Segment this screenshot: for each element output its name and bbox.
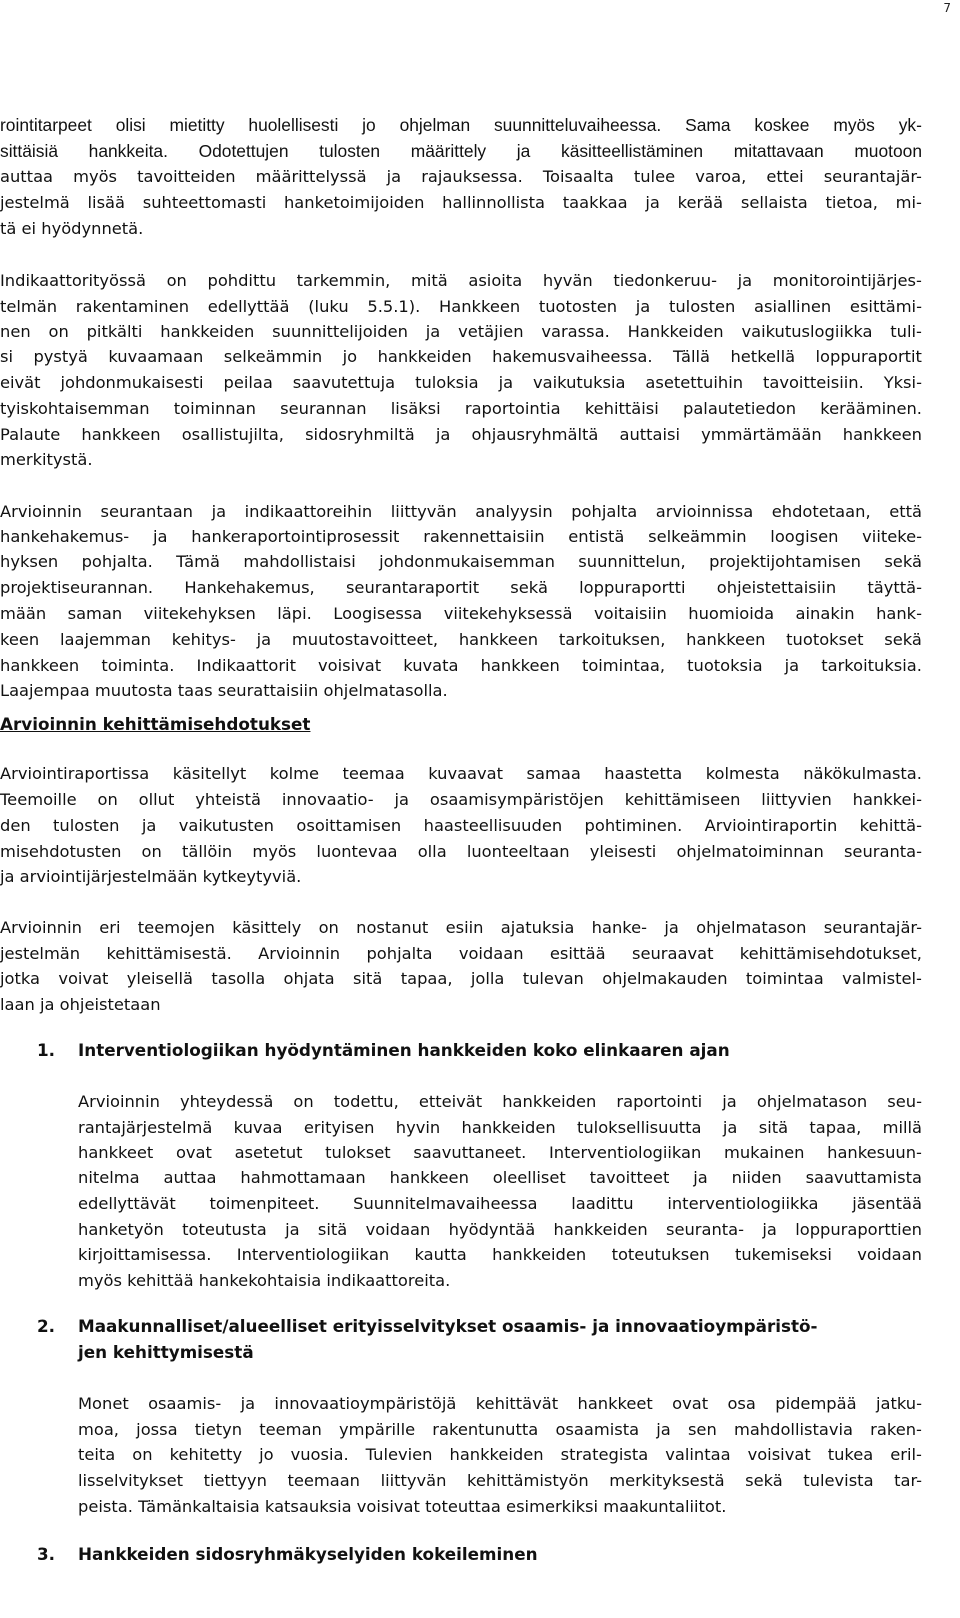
- list-item-title: Interventiologiikan hyödyntäminen hankkeiden koko elinkaaren ajan: [78, 1040, 730, 1060]
- paragraph-line: Laajempaa muutosta taas seurattaisiin ohjelmatasolla.: [0, 681, 448, 700]
- list-item-body-line: myös kehittää hankekohtaisia indikaattoreita.: [78, 1271, 451, 1290]
- list-item-number: 2.: [37, 1316, 56, 1336]
- paragraph-line: hankkeen toiminta. Indikaattorit voisivat kuvata hankkeen toimintaa, tuotoksia ja tarkoituksia.: [0, 656, 922, 675]
- list-item-body-line: kirjoittamisessa. Interventiologiikan kautta hankkeiden toteutuksen tukemiseksi voidaan: [78, 1245, 922, 1264]
- paragraph-line: Indikaattorityössä on pohdittu tarkemmin, mitä asioita hyvän tiedonkeruu- ja monitorointijärjes-: [0, 271, 922, 290]
- paragraph-line: auttaa myös tavoitteiden määrittelyssä ja rajauksessa. Toisaalta tulee varoa, ettei seurantajär-: [0, 167, 922, 186]
- list-item-body-line: rantajärjestelmä kuvaa erityisen hyvin hankkeiden tuloksellisuutta ja sitä tapaa, millä: [78, 1118, 922, 1137]
- paragraph-line: jotka voivat yleisellä tasolla ohjata sitä tapaa, jolla tulevan ohjelmakauden toimintaa valmistel-: [0, 969, 922, 988]
- paragraph-line: jestelmän kehittämisestä. Arvioinnin pohjalta voidaan esittää seuraavat kehittämisehdotukset,: [0, 944, 922, 963]
- paragraph-line: telmän rakentaminen edellyttää (luku 5.5.1). Hankkeen tuotosten ja tulosten asiallinen esittämi-: [0, 297, 922, 316]
- paragraph-line: Arviointiraportissa käsitellyt kolme teemaa kuvaavat samaa haastetta kolmesta näkökulmasta.: [0, 764, 922, 783]
- paragraph-line: projektiseurannan. Hankehakemus, seurantaraportit sekä loppuraportti ohjeistettaisiin täyttä-: [0, 578, 922, 597]
- list-item-body-line: lisselvitykset tiettyyn teemaan liittyvän kehittämistyön merkityksestä sekä tulevista tar-: [78, 1471, 922, 1490]
- paragraph-line: misehdotusten on tällöin myös luontevaa olla luonteeltaan yleisesti ohjelmatoiminnan seuranta-: [0, 842, 922, 861]
- paragraph-line: mään saman viitekehyksen läpi. Loogisessa viitekehyksessä voitaisiin huomioida ainakin hank-: [0, 604, 922, 623]
- list-item-body-line: Monet osaamis- ja innovaatioympäristöjä kehittävät hankkeet ovat osa pidempää jatku-: [78, 1394, 922, 1413]
- paragraph-line: Arvioinnin seurantaan ja indikaattoreihin liittyvän analyysin pohjalta arvioinnissa ehdotetaan, että: [0, 502, 922, 521]
- paragraph-line: Palaute hankkeen osallistujilta, sidosryhmiltä ja ohjausryhmältä auttaisi ymmärtämään hankkeen: [0, 425, 922, 444]
- paragraph-line: tä ei hyödynnetä.: [0, 219, 144, 238]
- paragraph-line: jestelmä lisää suhteettomasti hanketoimijoiden hallinnollista taakkaa ja kerää sellaista tietoa, mi-: [0, 193, 922, 212]
- list-item-body-line: hanketyön toteutusta ja sitä voidaan hyödyntää hankkeiden seuranta- ja loppuraporttien: [78, 1220, 922, 1239]
- paragraph-line: sittäisiä hankkeita. Odotettujen tulosten määrittely ja käsitteellistäminen mitattavaan muotoon: [0, 141, 922, 161]
- list-item-number: 1.: [37, 1040, 56, 1060]
- section-heading: Arvioinnin kehittämisehdotukset: [0, 714, 311, 734]
- list-item-body-line: teita on kehitetty jo vuosia. Tulevien hankkeiden strategista valintaa voisivat tukea eril-: [78, 1445, 922, 1464]
- paragraph-line: rointitarpeet olisi mietitty huolellisesti jo ohjelman suunnitteluvaiheessa. Sama koskee myös yk-: [0, 115, 922, 135]
- paragraph-line: Teemoille on ollut yhteistä innovaatio- ja osaamisympäristöjen kehittämiseen liittyvien hankkei-: [0, 790, 922, 809]
- paragraph-line: si pystyä kuvaamaan selkeämmin jo hankkeiden hakemusvaiheessa. Tällä hetkellä loppuraportit: [0, 347, 922, 366]
- list-item-body-line: moa, jossa tietyn teeman ympärille rakentunutta osaamista ja sen mahdollistavia raken-: [78, 1420, 922, 1439]
- paragraph-line: tyiskohtaisemman toiminnan seurannan lisäksi raportointia kehittäisi palautetiedon kerääminen.: [0, 399, 922, 418]
- list-item-title: Maakunnalliset/alueelliset erityisselvitykset osaamis- ja innovaatioympäristö-: [78, 1316, 818, 1336]
- paragraph-line: laan ja ohjeistetaan: [0, 995, 161, 1014]
- paragraph-line: ja arviointijärjestelmään kytkeytyviä.: [0, 867, 302, 886]
- paragraph-line: den tulosten ja vaikutusten osoittamisen haasteellisuuden pohtiminen. Arviointiraportin kehittä-: [0, 816, 922, 835]
- list-item-body-line: nitelma auttaa hahmottamaan hankkeen oleelliset tavoitteet ja niiden saavuttamista: [78, 1168, 922, 1187]
- paragraph-line: merkitystä.: [0, 450, 93, 469]
- paragraph-line: keen laajemman kehitys- ja muutostavoitteet, hankkeen tarkoituksen, hankkeen tuotokset sekä: [0, 630, 922, 649]
- list-item-title: jen kehittymisestä: [78, 1342, 254, 1362]
- page-number: 7: [943, 1, 951, 15]
- list-item-body-line: Arvioinnin yhteydessä on todettu, etteivät hankkeiden raportointi ja ohjelmatason seu-: [78, 1092, 922, 1111]
- list-item-body-line: hankkeet ovat asetetut tulokset saavuttaneet. Interventiologiikan mukainen hankesuun-: [78, 1143, 922, 1162]
- paragraph-line: hyksen pohjalta. Tämä mahdollistaisi johdonmukaisemman suunnittelun, projektijohtamisen sekä: [0, 552, 922, 571]
- paragraph-line: nen on pitkälti hankkeiden suunnittelijoiden ja vetäjien varassa. Hankkeiden vaikutuslogiikka tuli-: [0, 322, 922, 341]
- paragraph-line: Arvioinnin eri teemojen käsittely on nostanut esiin ajatuksia hanke- ja ohjelmatason seurantajär-: [0, 918, 922, 937]
- list-item-body-line: peista. Tämänkaltaisia katsauksia voisivat toteuttaa esimerkiksi maakuntaliitot.: [78, 1497, 727, 1516]
- list-item-number: 3.: [37, 1544, 56, 1564]
- paragraph-line: hankehakemus- ja hankeraportointiprosessit rakennettaisiin entistä selkeämmin loogisen viiteke-: [0, 527, 922, 546]
- list-item-body-line: edellyttävät toimenpiteet. Suunnitelmavaiheessa laadittu interventiologiikka jäsentää: [78, 1194, 922, 1213]
- paragraph-line: eivät johdonmukaisesti peilaa saavutettuja tuloksia ja vaikutuksia asetettuihin tavoitteisiin. Yksi-: [0, 373, 922, 392]
- list-item-title: Hankkeiden sidosryhmäkyselyiden kokeileminen: [78, 1544, 538, 1564]
